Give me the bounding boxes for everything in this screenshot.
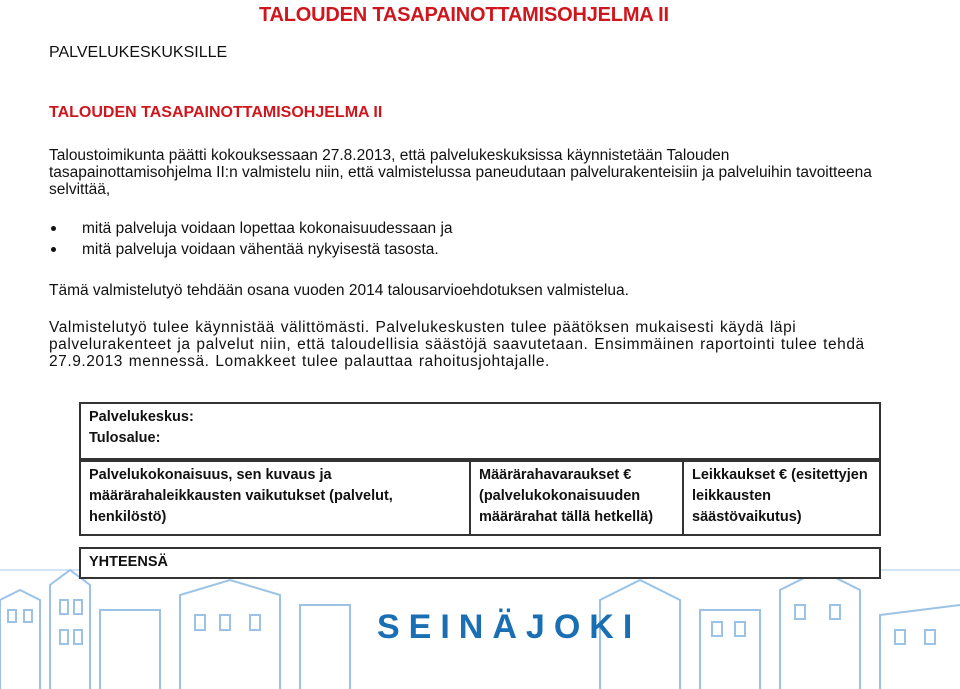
bullet-icon — [51, 226, 56, 231]
palvelukeskus-label: Palvelukeskus: — [89, 409, 194, 425]
intro-paragraph: Taloustoimikunta päätti kokouksessaan 27.8.2013, että palvelukeskuksissa käynnistetään Talouden tasapainottamisohjelma II:n valmistelu niin, että valmistelussa paneudutaan palvelurakenteisiin ja palveluihin tavoitteena selvittää, — [49, 147, 872, 198]
paragraph-2: Tämä valmistelutyö tehdään osana vuoden 2014 talousarvioehdotuksen valmistelua. — [49, 282, 629, 299]
document-title: TALOUDEN TASAPAINOTTAMISOHJELMA II — [259, 4, 669, 26]
bullet-text: mitä palveluja voidaan vähentää nykyisestä tasosta. — [82, 241, 439, 258]
bullet-list — [51, 220, 453, 262]
column-header-appropriations: Määrärahavaraukset € (palvelukokonaisuuden määrärahat tällä hetkellä) — [469, 460, 684, 536]
seinajoki-logo: SEINÄJOKI — [377, 608, 642, 646]
bullet-icon — [51, 247, 56, 252]
tulosalue-label: Tulosalue: — [89, 430, 161, 446]
list-item — [51, 220, 453, 241]
recipient-label: PALVELUKESKUKSILLE — [49, 44, 228, 61]
column-header-cuts: Leikkaukset € (esitettyjen leikkausten säästövaikutus) — [682, 460, 881, 536]
list-item — [51, 241, 453, 262]
total-row — [79, 547, 881, 579]
paragraph-3: Valmistelutyö tulee käynnistää välittömästi. Palvelukeskusten tulee päätöksen mukaisesti käydä läpi palvelurakenteet ja palvelut niin, että taloudellisia säästöjä saavutetaan. Ensimmäinen raportointi tulee tehdä 27.9.2013 mennessä. Lomakkeet tulee palauttaa rahoitusjohtajalle. — [49, 319, 865, 370]
section-title: TALOUDEN TASAPAINOTTAMISOHJELMA II — [49, 104, 383, 121]
column-header-service: Palvelukokonaisuus, sen kuvaus ja määrärahaleikkausten vaikutukset (palvelut, henkilöstö) — [79, 460, 471, 536]
department-header-box — [79, 402, 881, 460]
total-label: YHTEENSÄ — [89, 554, 168, 570]
bullet-text: mitä palveluja voidaan lopettaa kokonaisuudessaan ja — [82, 220, 453, 237]
